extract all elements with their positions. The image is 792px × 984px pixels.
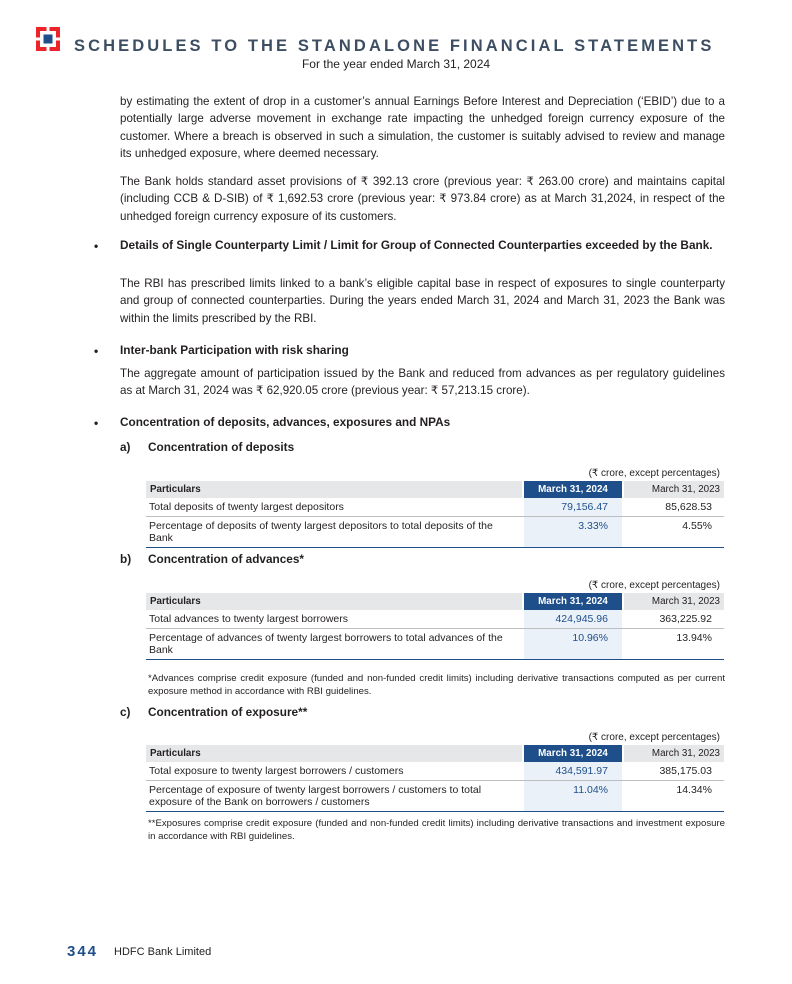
single-counterparty-text: The RBI has prescribed limits linked to a bank’s eligible capital base in respect of exposures to single counterparty and group of connected counterparties. During the years ended March 31, 2024 and March 31, 2023 the Bank was within the limits prescribed by the RBI. [120,277,725,325]
concentration-heading: Concentration of deposits, advances, exposures and NPAs [120,415,451,429]
column-header: March 31, 2024 [524,481,622,498]
table-cell: Percentage of advances of twenty largest borrowers to total advances of the Bank [149,632,503,656]
intro-paragraph-1: by estimating the extent of drop in a customer’s annual Earnings Before Interest and Depreciation (‘EBID’) due to a potentially large adverse movement in exchange rate impacting the unhedged foreign currency exposure of the customer. Where a breach is observed in such a simulation, the customer is suitably advised to review and manage its unhedged exposure, where deemed necessary. [120,95,725,161]
table-row [146,498,724,517]
table-cell: 14.34% [676,784,712,796]
table-header [146,593,724,610]
advances-unit: (₹ crore, except percentages) [588,580,720,591]
exposure-unit: (₹ crore, except percentages) [588,732,720,743]
column-header: Particulars [146,481,522,498]
table-cell: 85,628.53 [665,501,712,513]
company-name: HDFC Bank Limited [114,946,212,958]
table-row [146,629,724,660]
advances-title: Concentration of advances* [148,552,305,566]
section-label: b) [120,552,132,566]
deposits-table [146,481,724,548]
table-cell: 424,945.96 [524,610,622,628]
table-cell: 385,175.03 [659,765,712,777]
deposits-unit: (₹ crore, except percentages) [588,468,720,479]
exposure-title: Concentration of exposure** [148,705,308,719]
section-label: a) [120,440,131,454]
table-cell: Total deposits of twenty largest depositors [149,501,344,513]
table-row [146,517,724,548]
table-cell: 79,156.47 [524,498,622,516]
column-header: Particulars [146,593,522,610]
page-number: 344 [67,943,99,960]
column-header: March 31, 2023 [624,593,724,610]
advances-footnote: *Advances comprise credit exposure (funded and non-funded credit limits) including derivative transactions computed as per current exposure method in accordance with RBI guidelines. [148,673,725,697]
hdfc-logo-icon [36,27,60,51]
table-cell: 363,225.92 [659,613,712,625]
exposure-footnote: **Exposures comprise credit exposure (funded and non-funded credit limits) including derivative transactions and investment exposure in accordance with RBI guidelines. [148,818,725,842]
interbank-text: The aggregate amount of participation issued by the Bank and reduced from advances as per regulatory guidelines as at March 31, 2024 was ₹ 62,920.05 crore (previous year: ₹ 57,213.15 crore). [120,367,725,398]
table-cell: 11.04% [524,781,622,811]
interbank-heading: Inter-bank Participation with risk sharing [120,343,349,357]
table-row [146,781,724,812]
table-cell: Total exposure to twenty largest borrowers / customers [149,765,404,777]
table-cell: 4.55% [682,520,712,532]
page-title: SCHEDULES TO THE STANDALONE FINANCIAL STATEMENTS [74,37,715,55]
table-cell: Percentage of exposure of twenty largest borrowers / customers to total exposure of the Bank on borrowers / customers [149,784,482,808]
table-header [146,745,724,762]
table-cell: 434,591.97 [524,762,622,780]
bullet-icon: • [94,344,99,358]
single-counterparty-heading: Details of Single Counterparty Limit / Limit for Group of Connected Counterparties exceeded by the Bank. [120,238,713,252]
table-row [146,762,724,781]
bullet-icon: • [94,416,99,430]
table-cell: 3.33% [524,517,622,547]
section-label: c) [120,705,131,719]
column-header: Particulars [146,745,522,762]
table-header [146,481,724,498]
bullet-icon: • [94,239,99,253]
page-subtitle: For the year ended March 31, 2024 [301,57,491,71]
advances-table [146,593,724,660]
deposits-title: Concentration of deposits [148,440,295,454]
table-cell: 13.94% [676,632,712,644]
column-header: March 31, 2023 [624,745,724,762]
column-header: March 31, 2024 [524,745,622,762]
column-header: March 31, 2023 [624,481,724,498]
table-cell: Percentage of deposits of twenty largest depositors to total deposits of the Bank [149,520,493,544]
table-row [146,610,724,629]
table-cell: Total advances to twenty largest borrowers [149,613,349,625]
intro-paragraph-2: The Bank holds standard asset provisions of ₹ 392.13 crore (previous year: ₹ 263.00 crore) and maintains capital (including CCB & D-SIB) of ₹ 1,692.53 crore (previous year: ₹ 973.84 crore) as at March 31,2024, in respect of the unhedged foreign currency exposure of its customers. [120,175,725,223]
table-cell: 10.96% [524,629,622,659]
column-header: March 31, 2024 [524,593,622,610]
exposure-table [146,745,724,812]
